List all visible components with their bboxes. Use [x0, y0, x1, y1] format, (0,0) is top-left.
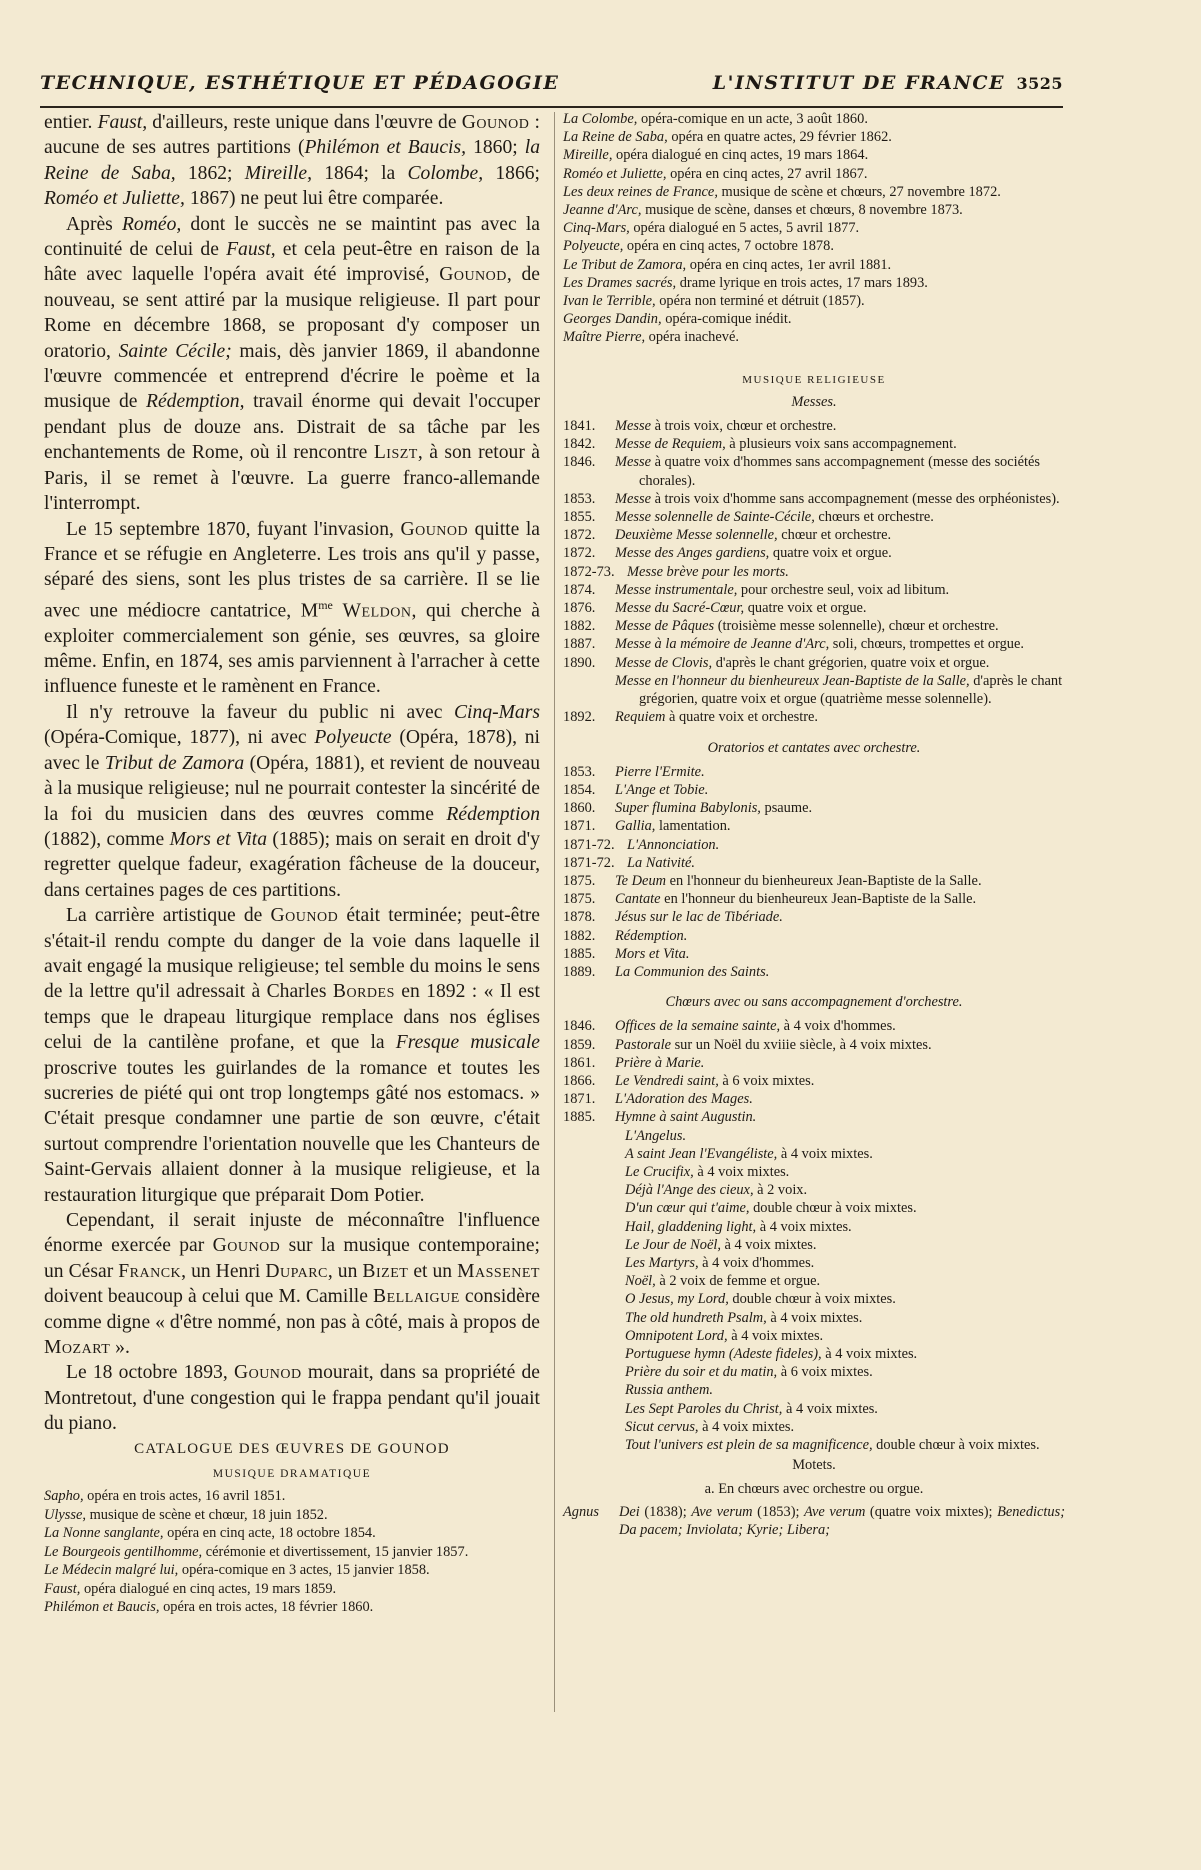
list-item: Georges Dandin, opéra-comique inédit. [563, 311, 792, 328]
list-item: 1889. La Communion des Saints. [563, 963, 770, 980]
list-item: 1859. Pastorale sur un Noël du xviiie siècle, à 4 voix mixtes. [563, 1036, 932, 1053]
list-item: 1875. Te Deum en l'honneur du bienheureux Jean-Baptiste de la Salle. [563, 872, 982, 889]
list-item: 1871. Gallia, lamentation. [563, 818, 731, 835]
list-item: 1871. L'Adoration des Mages. [563, 1091, 753, 1108]
list-item: 1882. Messe de Pâques (troisième messe solennelle), chœur et orchestre. [563, 618, 999, 635]
list-item: Jeanne d'Arc, musique de scène, danses et chœurs, 8 novembre 1873. [563, 202, 963, 219]
list-item: La Reine de Saba, opéra en quatre actes, 29 février 1862. [563, 129, 892, 146]
messes-list [563, 417, 1065, 726]
list-item: 1885. Mors et Vita. [563, 945, 690, 962]
list-item: 1871-72. L'Annonciation. [563, 836, 720, 853]
paragraph-6: Cependant, il serait injuste de méconnaître l'influence énorme exercée par Gounod sur la musique contemporaine; un César Franck, un Henri Duparc, un Bizet et un Massenet doivent beaucoup à celui que M. Camille Bellaigue considère comme digne « d'être nommé, non pas à côté, mais à propos de Mozart ». [44, 1210, 540, 1359]
dramatic-works-continued [563, 110, 1065, 347]
list-item: O Jesus, my Lord, double chœur à voix mixtes. [625, 1291, 896, 1308]
list-item: Prière du soir et du matin, à 6 voix mixtes. [625, 1364, 873, 1381]
list-item: 1866. Le Vendredi saint, à 6 voix mixtes. [563, 1072, 815, 1089]
list-item: Déjà l'Ange des cieux, à 2 voix. [625, 1182, 808, 1199]
religious-music-heading: MUSIQUE RELIGIEUSE [742, 373, 886, 386]
list-item: 1890. Messe de Clovis, d'après le chant grégorien, quatre voix et orgue. [563, 654, 990, 671]
paragraph-3: Le 15 septembre 1870, fuyant l'invasion, Gounod quitte la France et se réfugie en Angleterre. Les trois ans qu'il y passe, séparé des siens, sont les plus tristes de sa carrière. Il se lie avec une médiocre cantatrice, $M^{me}$ Weldon, qui cherche à exploiter commercialement son génie, ses œuvres, sa gloire même. Enfin, en 1874, ses amis parviennent à l'arracher à cette influence funeste et le ramènent en France. [44, 518, 540, 698]
catalogue-title: CATALOGUE DES ŒUVRES DE GOUNOD [134, 1440, 450, 1457]
list-item: 1872. Deuxième Messe solennelle, chœur et orchestre. [563, 527, 892, 544]
list-item: 1861. Prière à Marie. [563, 1054, 705, 1071]
list-item: Ivan le Terrible, opéra non terminé et détruit (1857). [563, 293, 865, 310]
list-item: 1885. Hymne à saint Augustin. [563, 1109, 757, 1126]
list-item: 1853. Pierre l'Ermite. [563, 763, 705, 780]
catalogue-subtitle: MUSIQUE DRAMATIQUE [212, 1468, 372, 1481]
list-item: 1872. Messe des Anges gardiens, quatre voix et orgue. [563, 545, 892, 562]
oratorios-heading: Oratorios et cantates avec orchestre. [707, 739, 921, 756]
header-rule [40, 106, 1063, 108]
list-item: Faust, opéra dialogué en cinq actes, 19 mars 1859. [44, 1580, 337, 1597]
list-item: Roméo et Juliette, opéra en cinq actes, 27 avril 1867. [563, 165, 868, 182]
list-item: 1872-73. Messe brève pour les morts. [563, 563, 789, 580]
choeurs-heading: Chœurs avec ou sans accompagnement d'orchestre. [665, 994, 963, 1011]
list-item: Philémon et Baucis, opéra en trois actes, 18 février 1860. [44, 1598, 374, 1615]
list-item: Le Médecin malgré lui, opéra-comique en 3 actes, 15 janvier 1858. [44, 1562, 430, 1579]
list-item: Russia anthem. [625, 1382, 713, 1399]
list-item: Les Drames sacrés, drame lyrique en trois actes, 17 mars 1893. [563, 274, 928, 291]
list-item: 1878. Jésus sur le lac de Tibériade. [563, 909, 783, 926]
choeurs-undated-list [563, 1127, 1065, 1455]
page-number: 3525 [1016, 74, 1063, 93]
list-item: 1876. Messe du Sacré-Cœur, quatre voix et orgue. [563, 600, 867, 617]
list-item: Maître Pierre, opéra inachevé. [563, 329, 739, 346]
list-item: 1842. Messe de Requiem, à plusieurs voix sans accompagnement. [563, 436, 957, 453]
list-item: Sicut cervus, à 4 voix mixtes. [625, 1418, 795, 1435]
list-item: L'Angelus. [625, 1127, 687, 1144]
list-item: 1871-72. La Nativité. [563, 854, 695, 871]
list-item: The old hundreth Psalm, à 4 voix mixtes. [625, 1309, 863, 1326]
column-divider [554, 112, 555, 1712]
paragraph-5: La carrière artistique de Gounod était terminée; peut-être s'était-il rendu compte du danger de la voie dans laquelle il avait engagé la musique religieuse; tel semble du moins le sens de la lettre qu'il adressait à Charles Bordes en 1892 : « Il est temps que le drapeau liturgique remplace dans nos églises celui de la cantilène profane, et que la Fresque musicale proscrive toutes les guirlandes de la romance et toutes les sucreries de piété qui ont trop longtemps gâté nos estomacs. » C'était presque condamner une partie de son œuvre, c'était surtout comprendre l'orientation nouvelle que les Chanteurs de Saint-Gervais allaient donner à la musique religieuse, et la restauration liturgique que préparait Dom Potier. [44, 905, 540, 1206]
list-item: 1874. Messe instrumentale, pour orchestre seul, voix ad libitum. [563, 581, 950, 598]
list-item: 1846. Offices de la semaine sainte, à 4 voix d'hommes. [563, 1018, 896, 1035]
dramatic-works-list [44, 1487, 540, 1616]
list-item: Polyeucte, opéra en cinq actes, 7 octobre 1878. [563, 238, 834, 255]
list-item: 1841. Messe à trois voix, chœur et orchestre. [563, 418, 837, 435]
list-item: 1860. Super flumina Babylonis, psaume. [563, 800, 813, 817]
list-item: La Colombe, opéra-comique en un acte, 3 août 1860. [563, 111, 868, 127]
header-left-title: TECHNIQUE, ESTHÉTIQUE ET PÉDAGOGIE [40, 72, 560, 94]
list-item: Hail, gladdening light, à 4 voix mixtes. [625, 1218, 852, 1235]
motets-subheading: a. En chœurs avec orchestre ou orgue. [704, 1481, 924, 1498]
list-item: 1855. Messe solennelle de Sainte-Cécile, chœurs et orchestre. [563, 509, 934, 526]
list-item: Le Tribut de Zamora, opéra en cinq actes, 1er avril 1881. [563, 256, 892, 273]
agnus-entry: Agnus Dei (1838); Ave verum (1853); Ave verum (quatre voix mixtes); Benedictus; Da pacem; Inviolata; Kyrie; Libera; [563, 1503, 1065, 1538]
list-item: Le Crucifix, à 4 voix mixtes. [625, 1163, 790, 1180]
list-item: Le Jour de Noël, à 4 voix mixtes. [625, 1236, 817, 1253]
header-right-title: L'INSTITUT DE FRANCE [712, 72, 1005, 94]
paragraph-1: entier. Faust, d'ailleurs, reste unique dans l'œuvre de Gounod : aucune de ses autres partitions (Philémon et Baucis, 1860; la Reine de Saba, 1862; Mireille, 1864; la Colombe, 1866; Roméo et Juliette, 1867) ne peut lui être comparée. [44, 112, 541, 210]
list-item: 1846. Messe à quatre voix d'hommes sans accompagnement (messe des sociétés chorales). [563, 454, 1040, 489]
paragraph-2: Après Roméo, dont le succès ne se maintint pas avec la continuité de celui de Faust, et cela peut-être en raison de la hâte avec laquelle l'opéra avait été improvisé, Gounod, de nouveau, se sent attiré par la musique religieuse. Il part pour Rome en décembre 1868, se proposant d'y composer un oratorio, Sainte Cécile; mais, dès janvier 1869, il abandonne l'œuvre commencée et entreprend d'écrire le poème et la musique de Rédemption, travail énorme qui devait l'occuper pendant plus de douze ans. Distrait de sa tâche par les enchantements de Rome, où il rencontre Liszt, à son retour à Paris, il se remet à l'œuvre. La guerre franco-allemande l'interrompt. [44, 213, 541, 515]
list-item: La Nonne sanglante, opéra en cinq acte, 18 octobre 1854. [44, 1525, 376, 1542]
list-item: Tout l'univers est plein de sa magnificence, double chœur à voix mixtes. [625, 1437, 1040, 1454]
list-item: 1875. Cantate en l'honneur du bienheureux Jean-Baptiste de la Salle. [563, 891, 977, 908]
left-column [44, 110, 540, 1616]
list-item: 1853. Messe à trois voix d'homme sans accompagnement (messe des orphéonistes). [563, 490, 1060, 507]
motets-heading: Motets. [792, 1457, 836, 1474]
list-item: A saint Jean l'Evangéliste, à 4 voix mixtes. [625, 1145, 873, 1162]
list-item: Ulysse, musique de scène et chœur, 18 juin 1852. [44, 1506, 328, 1523]
list-item: Mireille, opéra dialogué en cinq actes, 19 mars 1864. [563, 147, 869, 164]
list-item: Messe en l'honneur du bienheureux Jean-Baptiste de la Salle, d'après le chant grégorien, quatre voix et orgue (quatrième messe solennelle). [615, 672, 1063, 708]
right-column [563, 110, 1065, 1539]
list-item: Les deux reines de France, musique de scène et chœurs, 27 novembre 1872. [563, 183, 1001, 200]
oratorios-list [563, 763, 1065, 981]
list-item: Les Martyrs, à 4 voix d'hommes. [625, 1254, 815, 1271]
list-item: Portuguese hymn (Adeste fideles), à 4 voix mixtes. [625, 1346, 918, 1362]
messes-heading: Messes. [791, 393, 837, 410]
list-item: D'un cœur qui t'aime, double chœur à voix mixtes. [625, 1200, 917, 1217]
paragraph-4: Il n'y retrouve la faveur du public ni avec Cinq-Mars (Opéra-Comique, 1877), ni avec Polyeucte (Opéra, 1878), ni avec le Tribut de Zamora (Opéra, 1881), et revient de nouveau à la musique religieuse; nul ne pourrait contester la sincérité de la foi du musicien dans des œuvres comme Rédemption (1882), comme Mors et Vita (1885); mais on serait en droit d'y regretter quelque fadeur, exagération fâcheuse de la douceur, dans certaines pages de ces partitions. [44, 701, 541, 901]
choeurs-list [563, 1017, 1065, 1126]
paragraph-7: Le 18 octobre 1893, Gounod mourait, dans sa propriété de Montretout, d'une congestion qui le frappa pendant qu'il jouait du piano. [44, 1362, 540, 1435]
list-item: Cinq-Mars, opéra dialogué en 5 actes, 5 avril 1877. [563, 220, 860, 237]
list-item: 1892. Requiem à quatre voix et orchestre. [563, 709, 818, 726]
list-item: Les Sept Paroles du Christ, à 4 voix mixtes. [625, 1400, 878, 1417]
list-item: Noël, à 2 voix de femme et orgue. [625, 1273, 821, 1290]
list-item: Le Bourgeois gentilhomme, cérémonie et divertissement, 15 janvier 1857. [44, 1543, 469, 1560]
running-header [40, 72, 1063, 102]
list-item: Sapho, opéra en trois actes, 16 avril 1851. [44, 1488, 286, 1505]
list-item: 1887. Messe à la mémoire de Jeanne d'Arc, soli, chœurs, trompettes et orgue. [563, 636, 1024, 653]
list-item: 1854. L'Ange et Tobie. [563, 781, 709, 798]
list-item: 1882. Rédemption. [563, 927, 688, 944]
list-item: Omnipotent Lord, à 4 voix mixtes. [625, 1327, 824, 1344]
